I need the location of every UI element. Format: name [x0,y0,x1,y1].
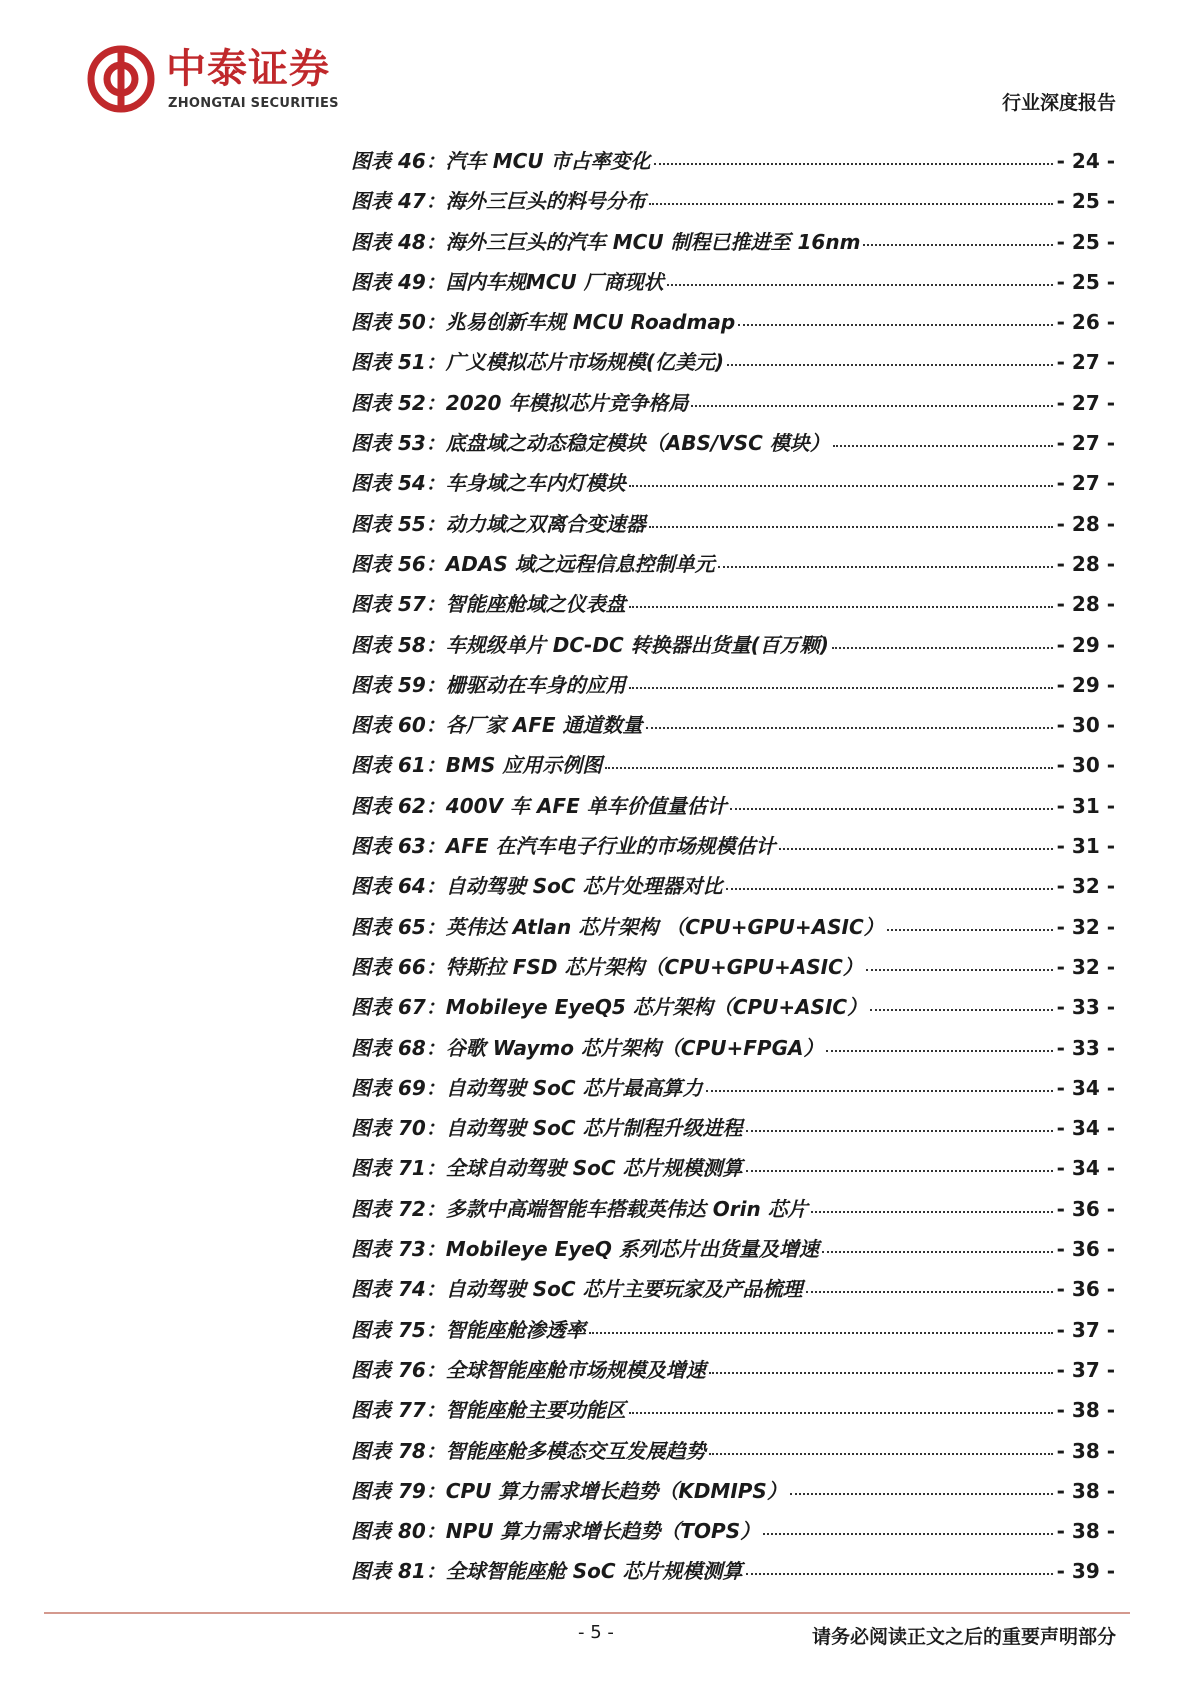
toc-entry-page: - 32 - [1056,954,1115,979]
toc-dot-leader [654,163,1053,165]
toc-entry[interactable] [351,1074,1115,1114]
toc-dot-leader [832,647,1053,649]
toc-entry[interactable] [351,1396,1115,1436]
toc-entry-label: 图表 57：智能座舱域之仪表盘 [351,592,626,617]
report-type-label: 行业深度报告 [1001,92,1116,114]
toc-dot-leader [629,606,1053,608]
toc-entry[interactable] [351,429,1115,469]
toc-entry-page: - 36 - [1056,1196,1115,1221]
toc-dot-leader [730,808,1053,810]
toc-entry-page: - 26 - [1056,310,1115,335]
toc-dot-leader [589,1332,1053,1334]
toc-entry-page: - 28 - [1056,511,1115,536]
toc-entry[interactable] [351,308,1115,348]
toc-entry-label: 图表 48：海外三巨头的汽车 MCU 制程已推进至 16nm [351,229,861,254]
toc-entry[interactable] [351,1195,1115,1235]
company-logo [86,44,366,120]
toc-dot-leader [718,566,1053,568]
toc-entry-label: 图表 78：智能座舱多模态交互发展趋势 [351,1438,706,1463]
zhongtai-logo-icon [86,44,156,114]
toc-dot-leader [790,1493,1053,1495]
toc-entry-page: - 31 - [1056,834,1115,859]
toc-entry-label: 图表 67：Mobileye EyeQ5 芯片架构（CPU+ASIC） [351,995,868,1020]
toc-entry[interactable] [351,1477,1115,1517]
toc-entry-page: - 37 - [1056,1317,1115,1342]
page-number: - 5 - [578,1622,614,1643]
toc-dot-leader [667,284,1053,286]
page-header [86,44,1116,124]
toc-entry-label: 图表 73：Mobileye EyeQ 系列芯片出货量及增速 [351,1237,819,1262]
toc-dot-leader [706,1090,1053,1092]
toc-entry-page: - 34 - [1056,1075,1115,1100]
toc-entry-page: - 33 - [1056,1035,1115,1060]
toc-entry[interactable] [351,550,1115,590]
toc-entry[interactable] [351,1154,1115,1194]
logo-english-name: ZHONGTAI SECURITIES [168,96,339,111]
toc-entry[interactable] [351,469,1115,509]
toc-dot-leader [649,526,1053,528]
toc-dot-leader [779,848,1053,850]
footer-disclaimer: 请务必阅读正文之后的重要声明部分 [811,1626,1116,1648]
toc-entry-page: - 29 - [1056,632,1115,657]
toc-entry[interactable] [351,1517,1115,1557]
toc-entry-label: 图表 52：2020 年模拟芯片竞争格局 [351,390,689,415]
toc-entry-page: - 38 - [1056,1478,1115,1503]
toc-entry[interactable] [351,832,1115,872]
toc-dot-leader [833,445,1053,447]
toc-dot-leader [709,1453,1053,1455]
toc-entry-label: 图表 47：海外三巨头的料号分布 [351,189,646,214]
toc-dot-leader [738,324,1052,326]
toc-entry-page: - 24 - [1056,149,1115,173]
toc-entry-label: 图表 70：自动驾驶 SoC 芯片制程升级进程 [351,1116,743,1141]
toc-entry[interactable] [351,1235,1115,1275]
toc-entry[interactable] [351,953,1115,993]
toc-dot-leader [866,969,1053,971]
toc-entry-label: 图表 56：ADAS 域之远程信息控制单元 [351,551,715,576]
toc-entry-label: 图表 80：NPU 算力需求增长趋势（TOPS） [351,1519,761,1544]
toc-entry-label: 图表 68：谷歌 Waymo 芯片架构（CPU+FPGA） [351,1035,824,1060]
toc-entry-page: - 28 - [1056,592,1115,617]
figure-table-of-contents [351,147,1115,1598]
toc-entry-label: 图表 75：智能座舱渗透率 [351,1317,586,1342]
toc-dot-leader [629,485,1053,487]
toc-dot-leader [746,1170,1053,1172]
toc-entry-label: 图表 77：智能座舱主要功能区 [351,1398,626,1423]
toc-entry-label: 图表 65：英伟达 Atlan 芯片架构 （CPU+GPU+ASIC） [351,914,884,939]
toc-dot-leader [646,727,1053,729]
toc-entry[interactable] [351,1437,1115,1477]
toc-dot-leader [863,244,1052,246]
toc-entry-page: - 27 - [1056,431,1115,456]
toc-entry-page: - 31 - [1056,793,1115,818]
toc-entry-page: - 38 - [1056,1438,1115,1463]
toc-entry-page: - 39 - [1056,1559,1115,1584]
toc-entry[interactable] [351,1557,1115,1597]
toc-entry[interactable] [351,792,1115,832]
logo-chinese-name: 中泰证券 [166,46,330,92]
toc-entry-page: - 37 - [1056,1357,1115,1382]
toc-entry-label: 图表 66：特斯拉 FSD 芯片架构（CPU+GPU+ASIC） [351,954,863,979]
toc-entry[interactable] [351,631,1115,671]
toc-entry[interactable] [351,1034,1115,1074]
toc-entry-page: - 25 - [1056,269,1115,294]
toc-entry[interactable] [351,348,1115,388]
toc-entry-label: 图表 59：栅驱动在车身的应用 [351,672,626,697]
toc-entry-label: 图表 76：全球智能座舱市场规模及增速 [351,1357,706,1382]
toc-entry-label: 图表 54：车身域之车内灯模块 [351,471,626,496]
toc-entry-page: - 38 - [1056,1519,1115,1544]
toc-entry-label: 图表 49：国内车规MCU 厂商现状 [351,269,664,294]
toc-entry-page: - 36 - [1056,1237,1115,1262]
toc-entry-page: - 32 - [1056,914,1115,939]
toc-entry-label: 图表 69：自动驾驶 SoC 芯片最高算力 [351,1075,703,1100]
toc-entry-page: - 27 - [1056,471,1115,496]
toc-entry[interactable] [351,913,1115,953]
toc-dot-leader [806,1291,1053,1293]
toc-dot-leader [605,767,1052,769]
toc-dot-leader [763,1533,1053,1535]
toc-entry-page: - 25 - [1056,229,1115,254]
toc-entry-page: - 34 - [1056,1156,1115,1181]
toc-entry-label: 图表 81：全球智能座舱 SoC 芯片规模测算 [351,1559,743,1584]
toc-entry-label: 图表 53：底盘域之动态稳定模块（ABS/VSC 模块） [351,431,830,456]
toc-dot-leader [746,1130,1053,1132]
toc-entry-label: 图表 74：自动驾驶 SoC 芯片主要玩家及产品梳理 [351,1277,803,1302]
toc-dot-leader [826,1050,1052,1052]
toc-dot-leader [887,929,1053,931]
toc-entry[interactable] [351,1275,1115,1315]
toc-entry-page: - 38 - [1056,1398,1115,1423]
toc-entry-label: 图表 72：多款中高端智能车搭载英伟达 Orin 芯片 [351,1196,808,1221]
toc-entry[interactable] [351,187,1115,227]
toc-entry-label: 图表 58：车规级单片 DC-DC 转换器出货量(百万颗) [351,632,829,657]
toc-entry[interactable] [351,872,1115,912]
toc-entry-label: 图表 71：全球自动驾驶 SoC 芯片规模测算 [351,1156,743,1181]
toc-entry-label: 图表 79：CPU 算力需求增长趋势（KDMIPS） [351,1478,787,1503]
toc-entry-page: - 29 - [1056,672,1115,697]
toc-dot-leader [822,1251,1053,1253]
toc-dot-leader [629,687,1053,689]
toc-entry-label: 图表 61：BMS 应用示例图 [351,753,603,778]
toc-entry-label: 图表 46：汽车 MCU 市占率变化 [351,149,651,173]
toc-entry-page: - 27 - [1056,390,1115,415]
toc-entry[interactable] [351,389,1115,429]
toc-entry[interactable] [351,147,1115,187]
toc-entry[interactable] [351,993,1115,1033]
toc-dot-leader [726,888,1053,890]
toc-entry[interactable] [351,1114,1115,1154]
toc-entry-label: 图表 62：400V 车 AFE 单车价值量估计 [351,793,727,818]
toc-entry[interactable] [351,1356,1115,1396]
toc-entry-label: 图表 60：各厂家 AFE 通道数量 [351,713,643,738]
toc-entry[interactable] [351,751,1115,791]
toc-entry[interactable] [351,590,1115,630]
toc-dot-leader [811,1211,1053,1213]
toc-entry-label: 图表 63：AFE 在汽车电子行业的市场规模估计 [351,834,776,859]
toc-dot-leader [629,1412,1053,1414]
toc-entry-page: - 25 - [1056,189,1115,214]
toc-dot-leader [691,405,1052,407]
toc-entry[interactable] [351,1316,1115,1356]
toc-entry-page: - 34 - [1056,1116,1115,1141]
toc-entry-label: 图表 51：广义模拟芯片市场规模(亿美元) [351,350,725,375]
toc-entry[interactable] [351,228,1115,268]
toc-entry-page: - 32 - [1056,874,1115,899]
toc-entry-page: - 36 - [1056,1277,1115,1302]
toc-entry[interactable] [351,268,1115,308]
toc-entry-page: - 33 - [1056,995,1115,1020]
toc-dot-leader [746,1573,1053,1575]
toc-entry-page: - 30 - [1056,753,1115,778]
toc-entry-page: - 30 - [1056,713,1115,738]
toc-entry-page: - 27 - [1056,350,1115,375]
toc-entry[interactable] [351,671,1115,711]
toc-entry-label: 图表 64：自动驾驶 SoC 芯片处理器对比 [351,874,723,899]
toc-entry[interactable] [351,711,1115,751]
toc-entry[interactable] [351,510,1115,550]
toc-dot-leader [709,1372,1053,1374]
footer-divider [44,1612,1130,1614]
toc-entry-page: - 28 - [1056,551,1115,576]
toc-entry-label: 图表 55：动力域之双离合变速器 [351,511,646,536]
toc-entry-label: 图表 50：兆易创新车规 MCU Roadmap [351,310,736,335]
toc-dot-leader [870,1009,1053,1011]
toc-dot-leader [649,203,1053,205]
toc-dot-leader [727,364,1053,366]
